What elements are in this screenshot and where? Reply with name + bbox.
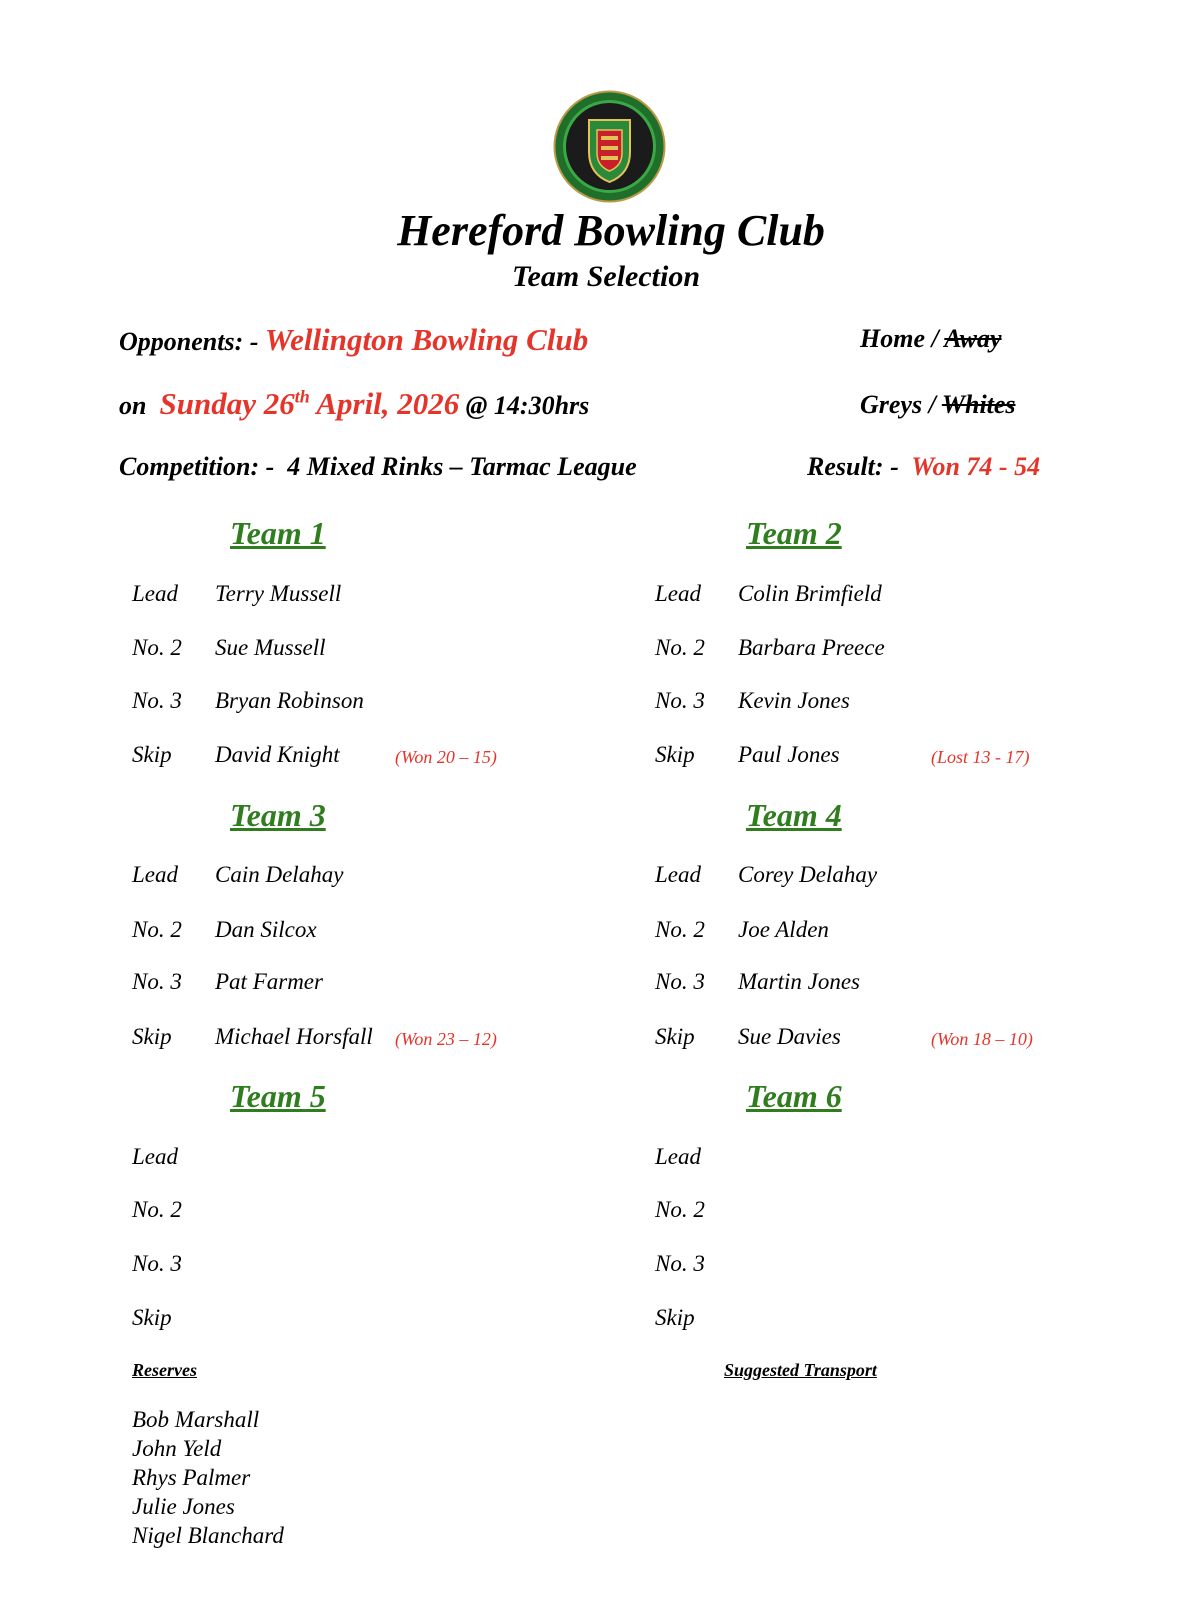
team-2-role-no2: No. 2 bbox=[655, 635, 705, 660]
team-2-no3: Kevin Jones bbox=[738, 688, 850, 713]
team-6-role-no2: No. 2 bbox=[655, 1197, 705, 1222]
team-2-score: (Lost 13 - 17) bbox=[931, 747, 1030, 767]
home-label: Home / bbox=[860, 324, 939, 353]
team-3-title: Team 3 bbox=[230, 797, 326, 833]
team-4-role-skip: Skip bbox=[655, 1024, 695, 1049]
reserves-heading: Reserves bbox=[132, 1360, 197, 1380]
reserve-name: Julie Jones bbox=[132, 1494, 235, 1519]
team-5-role-no2: No. 2 bbox=[132, 1197, 182, 1222]
team-1-no3: Bryan Robinson bbox=[215, 688, 364, 713]
match-date bbox=[159, 386, 459, 421]
opponents-line bbox=[119, 322, 588, 358]
greys-whites bbox=[860, 390, 1016, 420]
team-1-skip: David Knight bbox=[215, 742, 340, 767]
team-1-role-no2: No. 2 bbox=[132, 635, 182, 660]
team-3-lead: Cain Delahay bbox=[215, 862, 344, 887]
team-2-role-skip: Skip bbox=[655, 742, 695, 767]
team-6-role-skip: Skip bbox=[655, 1305, 695, 1330]
page-subtitle: Team Selection bbox=[511, 260, 701, 293]
team-6-role-lead: Lead bbox=[655, 1144, 701, 1169]
competition-name: 4 Mixed Rinks – Tarmac League bbox=[287, 452, 637, 481]
team-4-title: Team 4 bbox=[746, 797, 842, 833]
team-3-role-no2: No. 2 bbox=[132, 917, 182, 942]
team-3-no2: Dan Silcox bbox=[215, 917, 317, 942]
team-3-role-lead: Lead bbox=[132, 862, 178, 887]
transport-heading: Suggested Transport bbox=[724, 1360, 877, 1380]
team-2-skip: Paul Jones bbox=[738, 742, 840, 767]
team-4-no3: Martin Jones bbox=[738, 969, 861, 994]
greys-label: Greys / bbox=[860, 390, 936, 419]
team-3-role-no3: No. 3 bbox=[132, 969, 182, 994]
team-4-no2: Joe Alden bbox=[738, 917, 829, 942]
team-2-no2: Barbara Preece bbox=[738, 635, 885, 660]
match-time: @ 14:30hrs bbox=[465, 391, 590, 420]
result-line bbox=[807, 452, 1040, 482]
reserve-name: Nigel Blanchard bbox=[132, 1523, 284, 1548]
date-day: Sunday 26 bbox=[159, 386, 295, 421]
team-5-role-no3: No. 3 bbox=[132, 1251, 182, 1276]
team-4-skip: Sue Davies bbox=[738, 1024, 841, 1049]
team-3-score: (Won 23 – 12) bbox=[395, 1029, 497, 1049]
team-6-role-no3: No. 3 bbox=[655, 1251, 705, 1276]
team-4-score: (Won 18 – 10) bbox=[931, 1029, 1033, 1049]
club-crest-logo bbox=[553, 90, 666, 203]
team-1-title: Team 1 bbox=[230, 515, 326, 551]
reserve-name: Rhys Palmer bbox=[132, 1465, 251, 1490]
team-5-title: Team 5 bbox=[230, 1078, 326, 1114]
reserve-name: Bob Marshall bbox=[132, 1407, 260, 1432]
team-5-role-skip: Skip bbox=[132, 1305, 172, 1330]
date-rest: April, 2026 bbox=[316, 386, 460, 421]
date-line bbox=[119, 386, 589, 422]
opponents-label: Opponents: - bbox=[119, 327, 259, 356]
reserve-name: John Yeld bbox=[132, 1436, 222, 1461]
team-3-skip: Michael Horsfall bbox=[215, 1024, 373, 1049]
team-1-role-lead: Lead bbox=[132, 581, 178, 606]
team-1-score: (Won 20 – 15) bbox=[395, 747, 497, 767]
on-label: on bbox=[119, 391, 147, 420]
team-3-no3: Pat Farmer bbox=[215, 969, 323, 994]
team-2-role-lead: Lead bbox=[655, 581, 701, 606]
team-2-title: Team 2 bbox=[746, 515, 842, 551]
date-suffix: th bbox=[294, 386, 310, 407]
team-5-role-lead: Lead bbox=[132, 1144, 178, 1169]
team-4-lead: Corey Delahay bbox=[738, 862, 878, 887]
team-3-role-skip: Skip bbox=[132, 1024, 172, 1049]
team-1-lead: Terry Mussell bbox=[215, 581, 342, 606]
opponents-name: Wellington Bowling Club bbox=[264, 322, 589, 357]
team-2-role-no3: No. 3 bbox=[655, 688, 705, 713]
result-value: Won 74 - 54 bbox=[911, 452, 1041, 481]
result-label: Result: - bbox=[807, 452, 899, 481]
away-label: Away bbox=[944, 324, 1002, 353]
team-6-title: Team 6 bbox=[746, 1078, 842, 1114]
reserves-list bbox=[132, 1405, 284, 1550]
team-1-no2: Sue Mussell bbox=[215, 635, 326, 660]
team-4-role-lead: Lead bbox=[655, 862, 701, 887]
team-4-role-no2: No. 2 bbox=[655, 917, 705, 942]
home-away bbox=[860, 324, 1002, 354]
team-2-lead: Colin Brimfield bbox=[738, 581, 882, 606]
team-1-role-no3: No. 3 bbox=[132, 688, 182, 713]
team-1-role-skip: Skip bbox=[132, 742, 172, 767]
team-4-role-no3: No. 3 bbox=[655, 969, 705, 994]
competition-line bbox=[119, 452, 637, 482]
page-title: Hereford Bowling Club bbox=[397, 206, 825, 255]
competition-label: Competition: - bbox=[119, 452, 275, 481]
whites-label: Whites bbox=[941, 390, 1016, 419]
